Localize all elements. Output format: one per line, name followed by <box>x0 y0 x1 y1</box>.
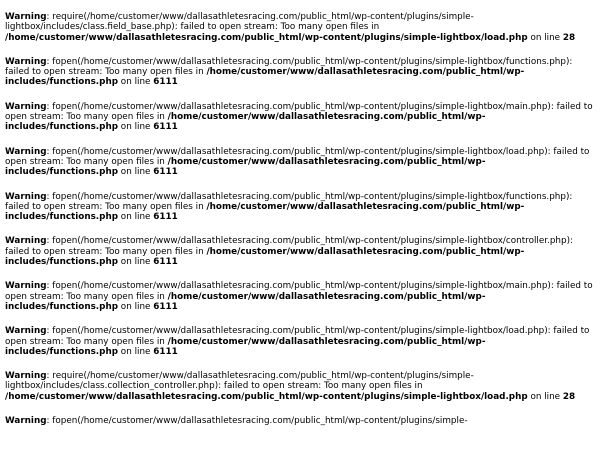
warning-line-number: 28 <box>562 32 576 43</box>
warning-label: Warning <box>5 236 47 247</box>
warning-file-path: /home/customer/www/dallasathletesracing.com/public_html/wp-includes/functions.php <box>5 156 486 178</box>
warning-label: Warning <box>5 326 47 337</box>
warning-label: Warning <box>5 281 47 292</box>
warning-label: Warning <box>5 56 47 67</box>
warning-message: : require(/home/customer/www/dallasathletesracing.com/public_html/wp-content/plugins/simple-lightbox/includes/class.collection_controller.php): failed to open stream: Too many open files in <box>5 371 474 392</box>
warning-on-line-text: on line <box>118 257 154 268</box>
warning-message: : fopen(/home/customer/www/dallasathletesracing.com/public_html/wp-content/plugins/simple-lightbox/controller.php): failed to open stream: Too many open files in <box>5 236 573 257</box>
warning-line-number: 6111 <box>153 257 178 268</box>
php-warning <box>5 326 594 357</box>
warning-label: Warning <box>5 12 47 22</box>
warning-line-number: 6111 <box>153 122 178 133</box>
warning-line-number: 6111 <box>153 301 178 312</box>
php-warning <box>5 371 594 402</box>
warning-line-number: 6111 <box>153 167 178 178</box>
warning-message: : fopen(/home/customer/www/dallasathletesracing.com/public_html/wp-content/plugins/simple-lightbox/load.php): failed to open stream: Too many open files in <box>5 146 590 167</box>
warning-on-line-text: on line <box>118 122 154 133</box>
warning-label: Warning <box>5 101 47 112</box>
warning-label: Warning <box>5 191 47 202</box>
warning-on-line-text: on line <box>118 167 154 178</box>
warning-label: Warning <box>5 416 47 427</box>
warning-on-line-text: on line <box>527 32 563 43</box>
warning-file-path: /home/customer/www/dallasathletesracing.com/public_html/wp-includes/functions.php <box>5 201 525 223</box>
php-warning <box>5 12 594 43</box>
php-warning <box>5 281 594 312</box>
warning-message: : fopen(/home/customer/www/dallasathletesracing.com/public_html/wp-content/plugins/simple-lightbox/functions.php): failed to open stream: Too many open files in <box>5 56 573 78</box>
warning-label: Warning <box>5 371 47 382</box>
warning-on-line-text: on line <box>118 301 154 312</box>
warning-line-number: 6111 <box>153 212 178 223</box>
warning-file-path: /home/customer/www/dallasathletesracing.com/public_html/wp-includes/functions.php <box>5 67 525 88</box>
warning-message: : fopen(/home/customer/www/dallasathletesracing.com/public_html/wp-content/plugins/simple-lightbox/main.php): failed to open stream: Too many open files in <box>5 101 593 123</box>
warning-on-line-text: on line <box>118 77 154 88</box>
php-warning <box>5 192 594 223</box>
warning-file-path: /home/customer/www/dallasathletesracing.com/public_html/wp-includes/functions.php <box>5 291 486 312</box>
warning-file-path: /home/customer/www/dallasathletesracing.com/public_html/wp-includes/functions.php <box>5 246 525 268</box>
warning-file-path: /home/customer/www/dallasathletesracing.com/public_html/wp-content/plugins/simple-lightbox/load.php <box>5 32 528 43</box>
warning-on-line-text: on line <box>118 346 154 357</box>
php-warning <box>5 147 594 178</box>
php-warning <box>5 416 594 426</box>
warning-message: : require(/home/customer/www/dallasathletesracing.com/public_html/wp-content/plugins/simple-lightbox/includes/class.field_base.php): failed to open stream: Too many open files in <box>5 12 474 33</box>
warning-file-path: /home/customer/www/dallasathletesracing.com/public_html/wp-includes/functions.php <box>5 336 486 357</box>
warning-message: : fopen(/home/customer/www/dallasathletesracing.com/public_html/wp-content/plugins/simple- <box>46 416 468 427</box>
warning-line-number: 6111 <box>153 346 178 357</box>
warning-message: : fopen(/home/customer/www/dallasathletesracing.com/public_html/wp-content/plugins/simple-lightbox/main.php): failed to open stream: Too many open files in <box>5 281 593 302</box>
warning-label: Warning <box>5 146 47 157</box>
warning-message: : fopen(/home/customer/www/dallasathletesracing.com/public_html/wp-content/plugins/simple-lightbox/load.php): failed to open stream: Too many open files in <box>5 326 590 347</box>
warning-on-line-text: on line <box>118 212 154 223</box>
warning-file-path: /home/customer/www/dallasathletesracing.com/public_html/wp-content/plugins/simple-lightbox/load.php <box>5 391 528 402</box>
warning-line-number: 6111 <box>153 77 178 88</box>
warning-line-number: 28 <box>562 391 576 402</box>
php-warning <box>5 57 594 88</box>
php-warning <box>5 236 594 267</box>
warning-on-line-text: on line <box>527 391 563 402</box>
warning-message: : fopen(/home/customer/www/dallasathletesracing.com/public_html/wp-content/plugins/simple-lightbox/functions.php): failed to open stream: Too many open files in <box>5 191 573 212</box>
warning-file-path: /home/customer/www/dallasathletesracing.com/public_html/wp-includes/functions.php <box>5 112 486 133</box>
php-warning <box>5 102 594 133</box>
